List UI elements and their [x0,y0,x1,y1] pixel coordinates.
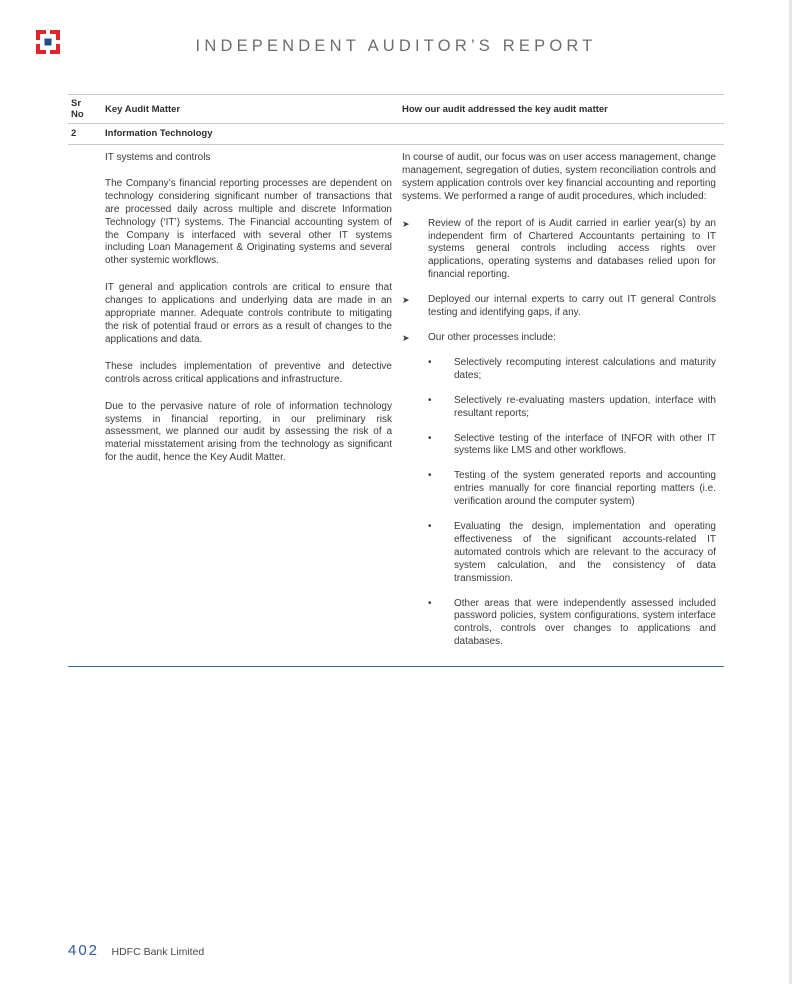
matter-paragraph: These includes implementation of preventive and detective controls across critical applications and infrastructure. [105,360,392,385]
page-number: 402 [68,942,100,959]
matter-paragraph: The Company’s financial reporting processes are dependent on technology considering significant number of transactions that are processed daily across multiple and discrete Information Technology (‘IT’) systems. The Financial accounting system of the Company is interfaced with several other IT systems including Loan Management & Originating systems and several other systemic workflows. [105,177,392,267]
sub-list-item [428,521,716,586]
page-title: INDEPENDENT AUDITOR’S REPORT [195,37,597,55]
audit-approach-header: How our audit addressed the key audit matter [402,104,608,115]
key-audit-matter-column [105,152,392,479]
audit-approach-column [402,152,716,661]
category-label: Information Technology [105,128,213,139]
subheading: IT systems and controls [105,152,211,163]
sub-list-item-text: Selectively recomputing interest calculations and maturity dates; [454,356,716,381]
sub-list-item [428,470,716,509]
bullet-icon: • [428,597,432,609]
key-audit-matters-table [68,94,724,667]
table-header-row [68,94,724,124]
sub-list-item-text: Evaluating the design, implementation and operating effectiveness of the significant accounts-related IT automated controls which are relevant to the accuracy of system calculation, and the consistency of data transmission. [454,521,716,584]
sub-list-item-text: Selective testing of the interface of INFOR with other IT systems like LMS and other workflows. [454,432,716,457]
category-row [68,124,724,145]
arrow-bullet-icon: ➤ [402,332,410,343]
approach-intro: In course of audit, our focus was on user access management, change management, segregation of duties, system reconciliation controls and system application controls over key financial accounting and reporting systems. We performed a range of audit procedures, which included: [402,152,716,202]
list-item-text: Deployed our internal experts to carry out IT general Controls testing and identifying gaps, if any. [428,294,716,319]
list-item [402,332,716,345]
sub-list-item [428,597,716,650]
list-item [402,218,716,283]
sub-list-item [428,432,716,459]
company-name: HDFC Bank Limited [111,946,205,958]
sub-list-item [428,356,716,383]
bullet-icon: • [428,521,432,533]
table-row [68,145,724,667]
sub-list-item-text: Other areas that were independently assessed included password policies, system configurations, system interface controls, controls over changes to applications and databases. [454,597,716,648]
matter-paragraph: IT general and application controls are critical to ensure that changes to applications and underlying data are made in an appropriate manner. Adequate controls contribute to mitigating the risk of potential fraud or errors as a result of changes to the applications and data. [105,282,392,345]
serial-number: 2 [71,128,77,139]
bullet-icon: • [428,470,432,482]
sub-list-item-text: Testing of the system generated reports and accounting entries manually for core financial reporting matters (i.e. verification around the computer system) [454,470,716,508]
sub-list-item [428,394,716,421]
matter-paragraph: Due to the pervasive nature of role of information technology systems in financial reporting, in our preliminary risk assessment, we planned our audit by assessing the risk of a material misstatement arising from the technology as significant for the audit, hence the Key Audit Matter. [105,400,392,464]
list-item-text: Our other processes include: [428,331,556,343]
sr-no-header: Sr No [71,98,84,120]
bullet-icon: • [428,394,432,406]
list-item-text: Review of the report of is Audit carried in earlier year(s) by an independent firm of Chartered Accountants pertaining to IT systems general controls including access rights over applications, operating systems and databases relied upon for financial reporting. [428,217,716,281]
page-footer [68,942,204,960]
bullet-icon: • [428,356,432,368]
arrow-bullet-icon: ➤ [402,218,410,229]
arrow-bullet-icon: ➤ [402,295,410,306]
key-audit-matter-header: Key Audit Matter [105,104,181,115]
sub-list-item-text: Selectively re-evaluating masters updation, interface with resultant reports; [454,394,716,419]
bullet-icon: • [428,432,432,444]
list-item [402,294,716,320]
